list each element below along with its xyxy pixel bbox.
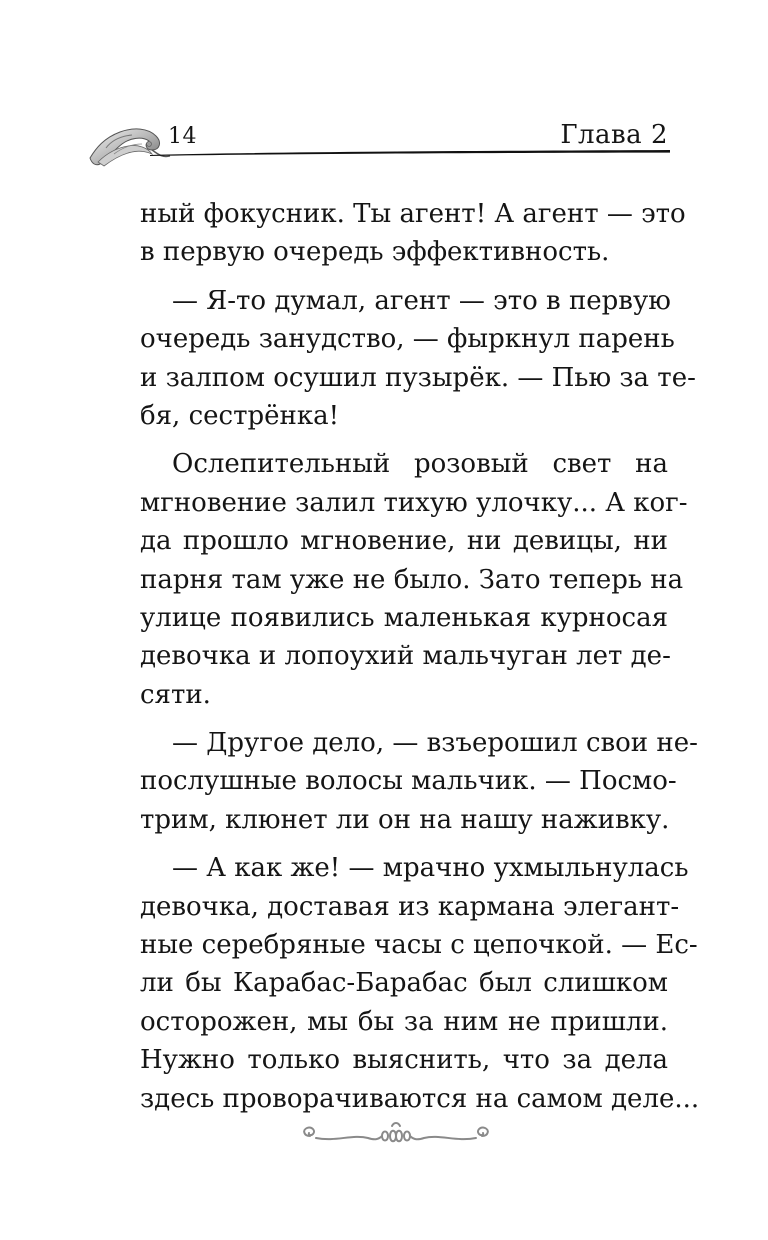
- text-line: улице появились маленькая курносая: [140, 602, 668, 633]
- text-line: очередь занудство, — фыркнул парень: [140, 324, 675, 355]
- text-line: да прошло мгновение, ни девицы, ни: [140, 526, 668, 557]
- text-line: ли бы Карабас-Барабас был слишком: [140, 968, 668, 999]
- page-header: [0, 0, 768, 200]
- text-line: мгновение залил тихую улочку... А ког-: [140, 487, 688, 518]
- text-line: парня там уже не было. Зато теперь на: [140, 564, 684, 595]
- text-line: Ослепительный розовый свет на: [172, 449, 668, 480]
- text-line: Нужно только выяснить, что за дела: [140, 1045, 668, 1076]
- text-line: девочка и лопоухий мальчуган лет де-: [140, 641, 671, 672]
- text-line: в первую очередь эффективность.: [140, 237, 610, 268]
- text-line: — А как же! — мрачно ухмыльнулась: [172, 853, 689, 884]
- chapter-title: Глава 2: [560, 120, 668, 150]
- text-line: осторожен, мы бы за ним не пришли.: [140, 1006, 668, 1037]
- chapter-body-text: [140, 195, 700, 1118]
- text-line: — Другое дело, — взъерошил свои не-: [172, 728, 698, 759]
- text-line: трим, клюнет ли он на нашу наживку.: [140, 804, 670, 835]
- flourish-divider-icon: [296, 1118, 496, 1154]
- text-line: — Я-то думал, агент — это в первую: [172, 285, 671, 316]
- text-line: здесь проворачиваются на самом деле...: [140, 1083, 700, 1114]
- acanthus-ornament-icon: [86, 118, 176, 170]
- text-line: девочка, доставая из кармана элегант-: [140, 891, 680, 922]
- text-line: сяти.: [140, 679, 211, 710]
- text-line: ный фокусник. Ты агент! А агент — это: [140, 199, 686, 229]
- text-line: послушные волосы мальчик. — Посмо-: [140, 766, 677, 797]
- text-line: ные серебряные часы с цепочкой. — Ес-: [140, 930, 698, 961]
- page-number: 14: [168, 124, 197, 149]
- text-line: бя, сестрёнка!: [140, 400, 340, 431]
- text-line: и залпом осушил пузырёк. — Пью за те-: [140, 362, 696, 393]
